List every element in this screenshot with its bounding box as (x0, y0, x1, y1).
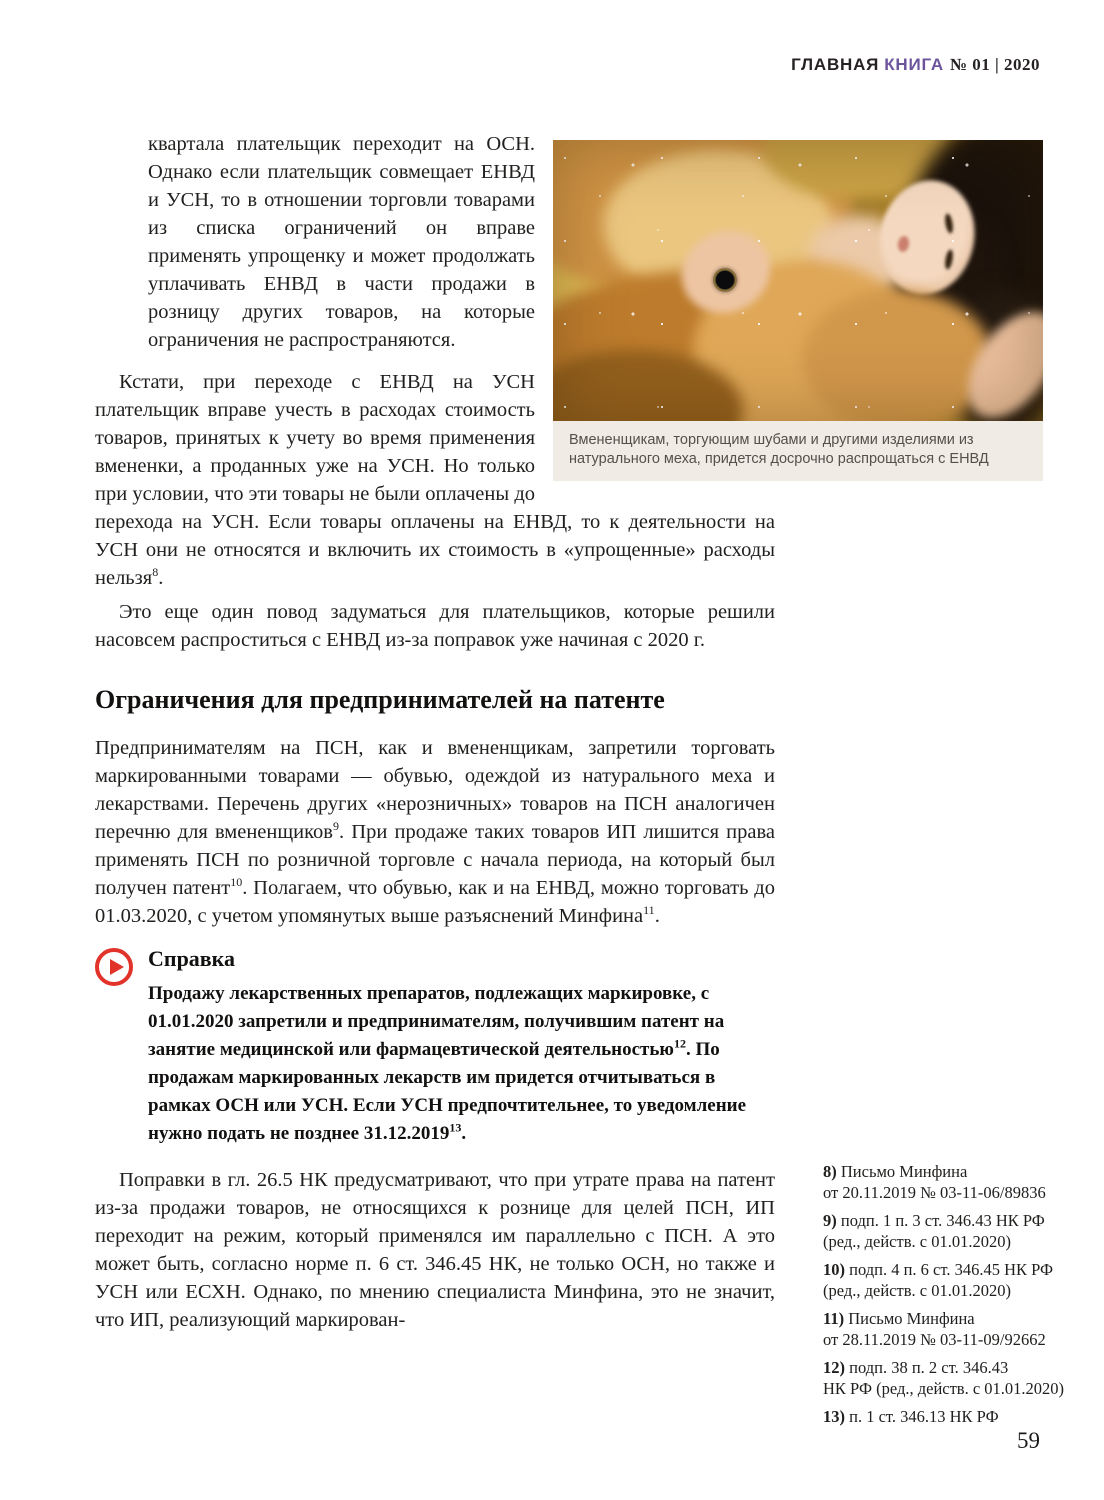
model-hair (883, 200, 1003, 380)
fur-texture (553, 350, 743, 421)
footnote-text: Письмо Минфина от 28.11.2019 № 03-11-09/92662 (823, 1309, 1046, 1349)
play-icon (95, 948, 133, 986)
footnote-text: подп. 38 п. 2 ст. 346.43 НК РФ (ред., действ. с 01.01.2020) (823, 1358, 1065, 1398)
section-heading: Ограничения для предпринимателей на патенте (95, 685, 665, 714)
footnote-item (823, 1259, 1073, 1301)
paragraph-popravki: Поправки в гл. 26.5 НК предусматривают, что при утрате права на патент из-за продажи товаров, не относящихся к рознице для целей ПСН, ИП переходит на режим, который применялся им параллельно с ПСН. А это может быть, согласно норме п. 6 ст. 346.45 НК, не только ОСН, но также и УСН или ЕСХН. Однако, по мнению специалиста Минфина, это не значит, что ИП, реализующий маркирован- (95, 1169, 775, 1331)
fur-texture (553, 270, 903, 421)
paragraph-povod: Это еще один повод задуматься для плательщиков, которые решили насовсем распроститься с ЕНВД из-за поправок уже начиная с 2020 г. (95, 601, 775, 651)
fur-texture (553, 140, 853, 300)
model-hair (908, 140, 1043, 355)
footnote-item (823, 1161, 1073, 1203)
paragraph-continued: квартала плательщик переходит на ОСН. Однако если плательщик совмещает ЕНВД и УСН, то в отношении торговли товарами из списка ограничений он вправе применять упрощенку и может продолжать уплачивать ЕНВД в части продажи в розницу других товаров, на которые ограничения не распространяются. (148, 133, 535, 351)
footnote-number: 12) (823, 1358, 845, 1377)
model-hand (950, 296, 1043, 421)
footnote-number: 8) (823, 1162, 837, 1181)
snow-specks (553, 140, 1043, 421)
article-figure (553, 140, 1043, 481)
footnote-number: 13) (823, 1407, 845, 1426)
spravka-callout (95, 946, 775, 1148)
model-eye (944, 213, 954, 234)
spravka-title: Справка (148, 946, 236, 971)
issue-number: № 01 | 2020 (949, 55, 1040, 74)
brand-glavnaya: ГЛАВНАЯ (791, 55, 880, 74)
footnote-number: 10) (823, 1260, 845, 1279)
fur-texture (603, 150, 833, 300)
footnote-number: 11) (823, 1309, 845, 1328)
paragraph-kstati: Кстати, при переходе с ЕНВД на УСН плательщик вправе учесть в расходах стоимость товаров, принятых к учету во время применения вмененки, а проданных уже на УСН. Но только при условии, что эти товары не были оплачены до перехода на УСН. Если товары оплачены на ЕНВД, то к деятельности на УСН они не относятся и включить их стоимость в «упрощенные» расходы нельзя$^8$. (95, 371, 775, 589)
fur-coat-photo (553, 140, 1043, 421)
footnotes (823, 1161, 1073, 1434)
photo-caption: Вмененщикам, торгующим шубами и другими изделиями из натурального меха, придется досрочно распрощаться с ЕНВД (553, 421, 1043, 481)
paragraph-psn: Предпринимателям на ПСН, как и вмененщикам, запретили торговать маркированными товарами — обувью, одеждой из натурального меха и лекарствами. Перечень других «нерозничных» товаров на ПСН аналогичен перечню для вмененщиков$^9$. При продаже таких товаров ИП лишится права применять ПСН по розничной торговле с начала периода, на который был получен патент$^{10}$. Полагаем, что обувью, как и на ЕНВД, можно торговать до 01.03.2020, с учетом упомянутых выше разъяснений Минфина$^{11}$. (95, 737, 776, 927)
model-hand (668, 217, 783, 328)
footnote-item (823, 1308, 1073, 1350)
footnote-text: п. 1 ст. 346.13 НК РФ (849, 1407, 999, 1426)
footnote-item (823, 1210, 1073, 1252)
article-content (95, 130, 1043, 1334)
fur-texture (693, 260, 923, 421)
play-triangle-icon (110, 959, 124, 975)
model-eye (944, 249, 954, 270)
page-number: 59 (1017, 1428, 1040, 1453)
spravka-body (148, 946, 775, 1148)
fur-texture (803, 290, 993, 421)
footnote-item (823, 1357, 1073, 1399)
shadow-area (948, 290, 1043, 421)
brand-kniga: КНИГА (884, 55, 944, 74)
black-ring (713, 268, 737, 292)
footnote-text: подп. 1 п. 3 ст. 346.43 НК РФ (ред., действ. с 01.01.2020) (823, 1211, 1045, 1251)
model-face (869, 171, 985, 303)
spravka-text: Продажу лекарственных препаратов, подлежащих маркировке, с 01.01.2020 запретили и предпринимателям, получившим патент на занятие медицинской или фармацевтической деятельностью$^{12}$. По продажам маркированных лекарств им придется отчитываться в рамках ОСН или УСН. Если УСН предпочтительнее, то уведомление нужно подать не позднее 31.12.2019$^{13}$. (148, 983, 747, 1144)
page-header (791, 55, 1040, 75)
fur-texture (763, 140, 953, 200)
model-chest (808, 215, 908, 300)
footnote-text: подп. 4 п. 6 ст. 346.45 НК РФ (ред., действ. с 01.01.2020) (823, 1260, 1054, 1300)
footnote-number: 9) (823, 1211, 837, 1230)
footnote-text: Письмо Минфина от 20.11.2019 № 03-11-06/89836 (823, 1162, 1046, 1202)
model-lips (897, 235, 911, 253)
footnote-item (823, 1406, 1073, 1427)
